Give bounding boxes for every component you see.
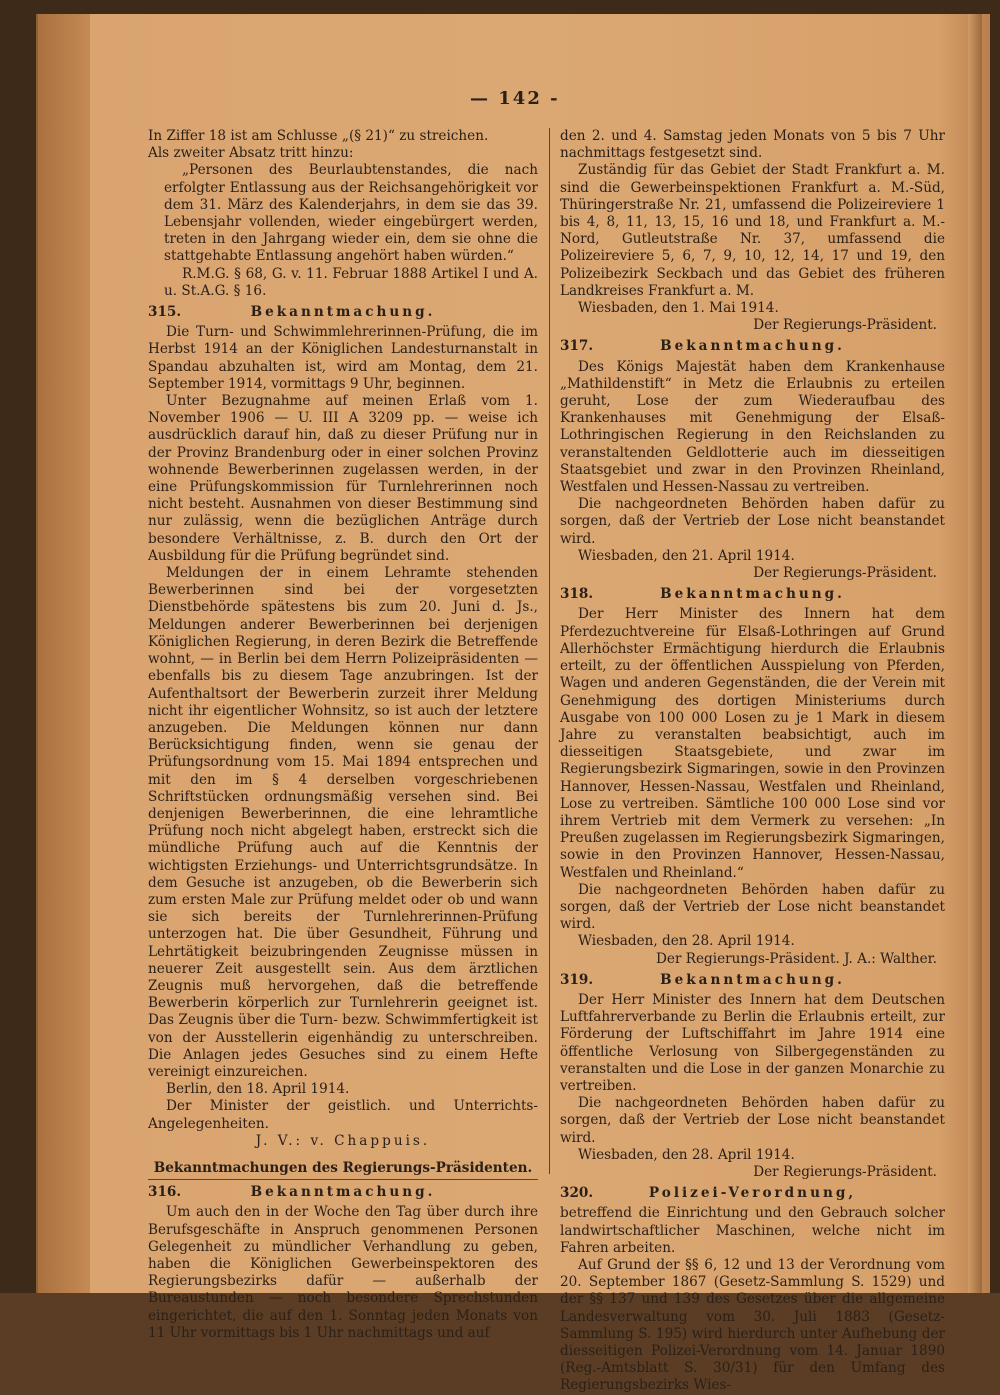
notice-number: 315. — [148, 304, 182, 321]
place-date: Wiesbaden, den 1. Mai 1914. — [578, 300, 779, 317]
notice-number: 316. — [148, 1184, 182, 1201]
page-number: — 142 - — [470, 88, 560, 109]
issuing-authority: Der Minister der geistlich. und Unterrichts-Angelegenheiten. — [148, 1098, 538, 1132]
issuing-authority: Der Regierungs-Präsident. — [753, 317, 937, 334]
notice-title: Bekanntmachung. — [660, 971, 845, 988]
notice-paragraph: Auf Grund der §§ 6, 12 und 13 der Verordnung vom 20. September 1867 (Gesetz-Sammlung S. 1529) und der §§ 137 und 139 des Gesetzes über die allgemeine Landesverwaltung vom 30. Juli 1883 (Gesetz-Sammlung S. 195) wird hierdurch unter Aufhebung der diesseitigen Polizei-Verordnung vom 14. Januar 1890 (Reg.-Amtsblatt S. 30/31) für den Umfang des Regierungsbezirks Wies- — [560, 1257, 945, 1394]
notice-paragraph: Des Königs Majestät haben dem Krankenhause „Mathildenstift“ in Metz die Erlaubnis zu erteilen geruht, Lose der zum Wiederaufbau des Krankenhauses mit Genehmigung der Elsaß-Lothringischen Regierung in den Reichslanden zu veranstaltenden Geldlotterie auch im diesseitigen Staatsgebiet und zwar in den Provinzen Rheinland, Westfalen und Hessen-Nassau zu vertreiben. — [560, 358, 945, 496]
notice-paragraph: Die nachgeordneten Behörden haben dafür zu sorgen, daß der Vertrieb der Lose nicht beanstandet wird. — [560, 496, 945, 547]
notice-heading-320 — [560, 1185, 945, 1202]
notice-number: 318. — [560, 586, 594, 603]
notice-paragraph: Um auch den in der Woche den Tag über durch ihre Berufsgeschäfte in Anspruch genommenen Personen Gelegenheit zu mündlicher Verhandlung zu geben, haben die Königlichen Gewerbeinspektoren des Regierungsbezirks dafür — außerhalb der Bureaustunden — noch besondere Sprechstunden eingerichtet, die auf den 1. Sonntag jeden Monats von 11 Uhr vormittags bis 1 Uhr nachmittags und auf — [148, 1204, 538, 1341]
section-title: Bekanntmachungen des Regierungs-Präsidenten. — [148, 1160, 538, 1180]
notice-paragraph: Die nachgeordneten Behörden haben dafür zu sorgen, daß der Vertrieb der Lose nicht beanstandet wird. — [560, 881, 945, 933]
notice-subtitle: betreffend die Einrichtung und den Gebrauch solcher landwirtschaftlicher Maschinen, welche nicht im Fahren arbeiten. — [560, 1205, 945, 1256]
notice-heading-319 — [560, 972, 945, 989]
place-date: Wiesbaden, den 28. April 1914. — [578, 933, 795, 950]
quoted-paragraph: „Personen des Beurlaubtenstandes, die nach erfolgter Entlassung aus der Reichsangehörigkeit vor dem 31. März des Kalenderjahrs, in dem sie das 39. Lebensjahr vollenden, wieder eingebürgert werden, treten in den Jahrgang wieder ein, dem sie ohne die stattgehabte Entlassung angehört haben würden.“ — [164, 162, 538, 265]
place-date: Wiesbaden, den 28. April 1914. — [578, 1146, 795, 1163]
notice-heading-315 — [148, 304, 538, 321]
notice-heading-318 — [560, 586, 945, 603]
issuing-authority: Der Regierungs-Präsident. J. A.: Walther. — [656, 950, 937, 967]
notice-paragraph: Der Herr Minister des Innern hat dem Deutschen Luftfahrerverbande zu Berlin die Erlaubnis erteilt, zur Förderung der Luftschiffahrt im Jahre 1914 eine öffentliche Verlosung von Silbergegenständen zu veranstalten und die Lose in der ganzen Monarchie zu vertreiben. — [560, 991, 945, 1094]
right-column — [560, 128, 945, 1395]
notice-title: Bekanntmachung. — [660, 586, 845, 603]
notice-paragraph: Meldungen der in einem Lehramte stehenden Bewerberinnen sind bei der vorgesetzten Dienstbehörde spätestens bis zum 20. Juni d. Js., Meldungen anderer Bewerberinnen bei derjenigen Königlichen Regierung, in deren Bezirk die Betreffende wohnt, — in Berlin bei dem Herrn Polizeipräsidenten — ebenfalls bis zu diesem Tage anzubringen. Ist der Aufenthaltsort der Bewerberin zurzeit ihrer Meldung nicht ihr eigentlicher Wohnsitz, so ist auch der letztere anzugeben. Die Meldungen können nur dann Berücksichtigung finden, wenn sie genau der Prüfungsordnung vom 15. Mai 1894 entsprechen und mit den im § 4 derselben vorgeschriebenen Schriftstücken ordnungsmäßig versehen sind. Bei denjenigen Bewerberinnen, die eine lehramtliche Prüfung noch nicht abgelegt haben, erstreckt sich die mündliche Prüfung auch auf die Kenntnis der wichtigsten Erziehungs- und Unterrichtsgrundsätze. In dem Gesuche ist anzugeben, ob die Bewerberin sich zum ersten Male zur Prüfung meldet oder ob und wann sie sich bereits der Turnlehrerinnen-Prüfung unterzogen hat. Die über Gesundheit, Führung und Lehrtätigkeit beizubringenden Zeugnisse müssen in neuerer Zeit ausgestellt sein. Aus dem ärztlichen Zeugnis muß hervorgehen, daß die betreffende Bewerberin körperlich zur Turnlehrerin geeignet ist. Das Zeugnis über die Turn- bezw. Schwimmfertigkeit ist von der Ausstellerin eigenhändig zu unterschreiben. Die Anlagen jedes Gesuches sind zu einem Hefte vereinigt einzureichen. — [148, 565, 538, 1080]
page-edge — [38, 14, 90, 1293]
left-column — [148, 128, 538, 1342]
notice-heading-317 — [560, 338, 945, 355]
notice-heading-316 — [148, 1184, 538, 1201]
notice-number: 320. — [560, 1185, 594, 1202]
page-fold — [968, 14, 982, 1293]
quote-source: R.M.G. § 68, G. v. 11. Februar 1888 Artikel I und A. u. St.A.G. § 16. — [164, 265, 538, 299]
intro-line: Als zweiter Absatz tritt hinzu: — [148, 145, 354, 162]
column-divider — [549, 128, 550, 1174]
issuing-authority: Der Regierungs-Präsident. — [753, 1163, 937, 1180]
intro-line: In Ziffer 18 ist am Schlusse „(§ 21)“ zu streichen. — [148, 128, 489, 144]
notice-paragraph: Unter Bezugnahme auf meinen Erlaß vom 1. November 1906 — U. III A 3209 pp. — weise ich ausdrücklich darauf hin, daß zu dieser Prüfung nur in der Provinz Brandenburg oder in einer solchen Provinz wohnende Bewerberinnen zugelassen werden, in der eine Prüfungskommission für Turnlehrerinnen noch nicht besteht. Ausnahmen von dieser Bestimmung sind nur zulässig, wenn die bezüglichen Anträge durch besondere Verhältnisse, z. B. durch den Ort der Ausbildung für die Prüfung begründet sind. — [148, 393, 538, 564]
signature: J. V.: v. Chappuis. — [255, 1132, 431, 1149]
place-date: Wiesbaden, den 21. April 1914. — [578, 547, 795, 564]
notice-paragraph: Die Turn- und Schwimmlehrerinnen-Prüfung, die im Herbst 1914 an der Königlichen Landesturnanstalt in Spandau abzuhalten ist, wird am Montag, dem 21. September 1914, vormittags 9 Uhr, beginnen. — [148, 324, 538, 392]
issuing-authority: Der Regierungs-Präsident. — [753, 565, 937, 582]
notice-title: Polizei-Verordnung, — [648, 1185, 857, 1202]
notice-title: Bekanntmachung. — [250, 1184, 436, 1201]
notice-number: 319. — [560, 971, 594, 988]
notice-title: Bekanntmachung. — [660, 338, 845, 355]
place-date: Berlin, den 18. April 1914. — [166, 1081, 350, 1098]
notice-number: 317. — [560, 338, 594, 355]
notice-title: Bekanntmachung. — [250, 304, 436, 321]
notice-paragraph: Die nachgeordneten Behörden haben dafür zu sorgen, daß der Vertrieb der Lose nicht beanstandet wird. — [560, 1095, 945, 1146]
notice-paragraph: Zuständig für das Gebiet der Stadt Frankfurt a. M. sind die Gewerbeinspektionen Frankfurt a. M.-Süd, Thüringerstraße Nr. 21, umfassend die Polizeireviere 1 bis 4, 8, 11, 13, 15, 16 und 18, und Frankfurt a. M.-Nord, Gutleutstraße Nr. 37, umfassend die Polizeireviere 5, 6, 7, 9, 10, 12, 14, 17 und 19, den Polizeibezirk Seckbach und das Gebiet des früheren Landkreises Frankfurt a. M. — [560, 162, 945, 299]
notice-paragraph: den 2. und 4. Samstag jeden Monats von 5 bis 7 Uhr nachmittags festgesetzt sind. — [560, 128, 945, 162]
notice-paragraph: Der Herr Minister des Innern hat dem Pferdezuchtvereine für Elsaß-Lothringen auf Grund Allerhöchster Ermächtigung hierdurch die Erlaubnis erteilt, zu der öffentlichen Ausspielung von Pferden, Wagen und anderen Gegenständen, die der Verein mit Genehmigung des dortigen Ministeriums durch Ausgabe von 100 000 Losen zu je 1 Mark in diesem Jahre zu veranstalten beabsichtigt, auch im diesseitigen Staatsgebiete, und zwar im Regierungsbezirk Sigmaringen, sowie in den Provinzen Hannover, Hessen-Nassau, Westfalen und Rheinland, Lose zu vertreiben. Sämtliche 100 000 Lose sind vor ihrem Vertrieb mit dem Vermerk zu versehen: „In Preußen zugelassen im Regierungsbezirk Sigmaringen, sowie in den Provinzen Hannover, Hessen-Nassau, Westfalen und Rheinland.“ — [560, 606, 945, 881]
